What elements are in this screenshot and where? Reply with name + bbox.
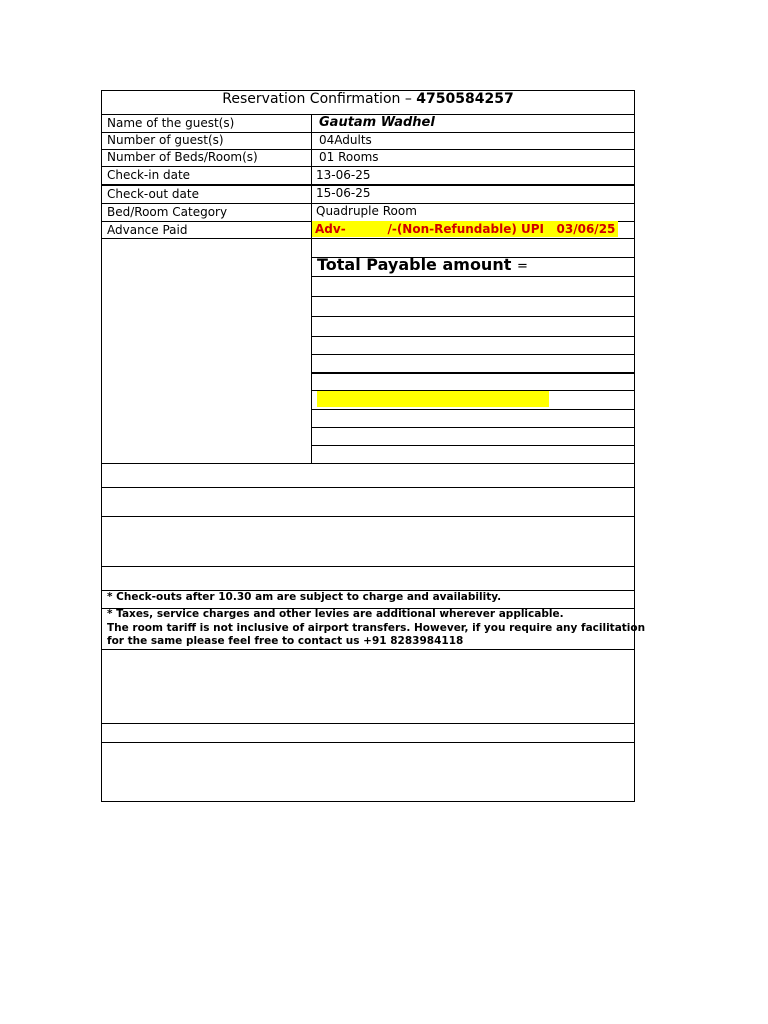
taxes-note-line2: The room tariff is not inclusive of airport transfers. However, if you require any facilitation [107,622,646,634]
taxes-note-line3: for the same please feel free to contact us +91 8283984118 [107,635,464,647]
total-label: Total Payable amount [317,255,512,274]
confirmation-title [102,91,634,113]
grid-line [311,372,634,374]
total-equals: = [516,259,528,274]
total-payable-amount [317,256,528,276]
grid-line [311,427,634,428]
value-room-category: Quadruple Room [316,204,417,218]
value-rooms: 01 Rooms [319,150,379,164]
grid-line [311,409,634,410]
label-guest-name: Name of the guest(s) [107,116,235,130]
value-checkout: 15-06-25 [316,186,371,200]
value-checkin: 13-06-25 [316,168,371,182]
highlight-bar [317,391,549,407]
grid-line [102,649,634,650]
reservation-confirmation-table [101,90,646,802]
label-checkin: Check-in date [107,168,191,182]
grid-line [102,463,634,464]
grid-line [311,316,634,317]
column-divider [311,114,312,463]
grid-line [102,487,634,488]
grid-line [102,238,634,239]
grid-line [311,445,634,446]
label-rooms: Number of Beds/Room(s) [107,150,258,164]
label-room-category: Bed/Room Category [107,205,228,219]
reservation-number: 4750584257 [416,91,514,107]
label-guest-count: Number of guest(s) [107,133,224,147]
title-prefix: Reservation Confirmation – [222,91,417,107]
label-checkout: Check-out date [107,187,199,201]
grid-line [102,516,634,517]
label-advance-paid: Advance Paid [107,223,188,237]
grid-line [102,723,634,724]
grid-line [102,566,634,567]
grid-line [311,296,634,297]
checkout-note: * Check-outs after 10.30 am are subject to charge and availability. [107,591,502,603]
grid-line [311,354,634,355]
value-guest-count: 04Adults [319,133,372,147]
grid-line [311,276,634,277]
grid-line [311,336,634,337]
value-guest-name: Gautam Wadhel [319,115,435,130]
taxes-note-line1: * Taxes, service charges and other levies are additional wherever applicable. [107,608,564,620]
grid-line [102,742,634,743]
value-advance-paid: Adv- /-(Non-Refundable) UPI 03/06/25 [315,222,616,236]
